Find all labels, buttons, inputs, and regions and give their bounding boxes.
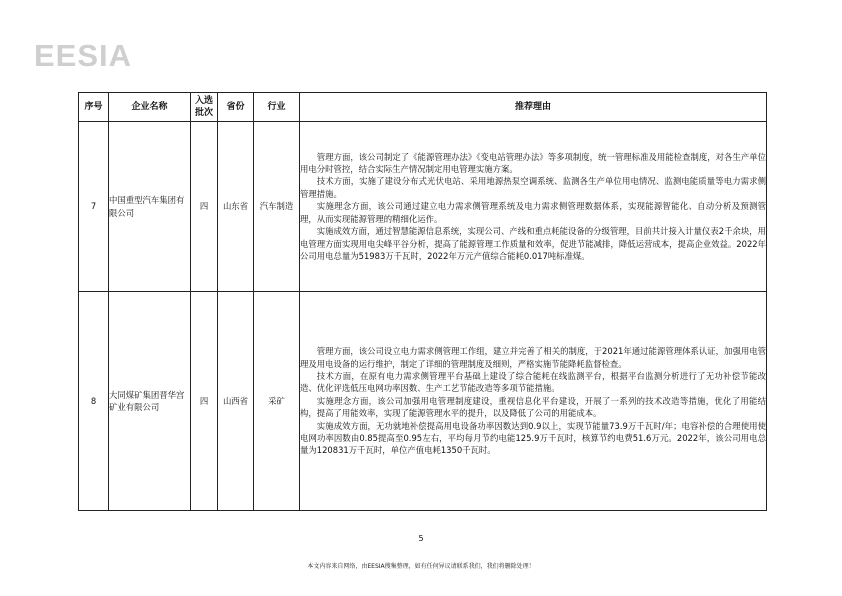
cell-industry: 采矿 (254, 292, 300, 511)
cell-province: 山西省 (218, 292, 254, 511)
reason-technology: 技术方面，在原有电力需求侧管理平台基础上建设了综合能耗在线监测平台，根据平台监测分析进行了无功补偿节能改造、优化评选低压电网功率因数、生产工艺节能改造等多项节能措施。 (300, 370, 766, 394)
cell-no: 7 (79, 122, 109, 292)
table-header-row (79, 93, 767, 122)
cell-reason (300, 122, 767, 292)
header-province: 省份 (218, 93, 254, 122)
cell-reason (300, 292, 767, 511)
cell-company: 中国重型汽车集团有限公司 (109, 122, 191, 292)
reason-management: 管理方面，该公司制定了《能源管理办法》《变电站管理办法》等多项制度，统一管理标准及用能检查制度，对各生产单位用电分时管控，结合实际生产情况制定用电管理实施方案。 (300, 151, 766, 175)
header-industry: 行业 (254, 93, 300, 122)
cell-batch: 四 (191, 122, 218, 292)
reason-results: 实施成效方面，无功就地补偿提高用电设备功率因数达到0.9以上，实现节能量73.9万千瓦时/年；电容补偿的合理使用使电网功率因数由0.85提高至0.95左右，平均每月节约电能125.9万千瓦时，核算节约电费51.6万元。2022年，该公司用电总量为120831万千瓦时，单位产值电耗1350千瓦时。 (300, 420, 766, 456)
reason-results: 实施成效方面，通过智慧能源信息系统，实现公司、产线和重点耗能设备的分级管理，目前共计接入计量仪表2千余块，用电管理方面实现用电尖峰平谷分析，提高了能源管理工作质量和效率，促进节能减排，降低运营成本，提高企业效益。2022年公司用电总量为51983万千瓦时，2022年万元产值综合能耗0.017吨标准煤。 (300, 226, 766, 261)
cell-batch: 四 (191, 292, 218, 511)
table-row (79, 292, 767, 511)
cell-industry: 汽车制造 (254, 122, 300, 292)
header-batch: 入选批次 (191, 93, 218, 122)
header-company: 企业名称 (109, 93, 191, 122)
table-row (79, 122, 767, 292)
reason-technology: 技术方面，实施了建设分布式光伏电站、采用地源热泵空调系统、监测各生产单位用电情况、监测电能质量等电力需求侧管理措施。 (300, 176, 766, 199)
reason-concept: 实施理念方面，该公司加强用电管理制度建设，重视信息化平台建设，开展了一系列的技术改造等措施，优化了用能结构，提高了用能效率，实现了能源管理水平的提升，以及降低了公司的用能成本。 (300, 395, 766, 419)
cell-no: 8 (79, 292, 109, 511)
reason-concept: 实施理念方面，该公司通过建立电力需求侧管理系统及电力需求侧管理数据体系，实现能源智能化、自动分析及预测管理，从而实现能源管理的精细化运作。 (300, 201, 766, 224)
page-number: 5 (418, 534, 424, 543)
cell-company: 大同煤矿集团晋华宫矿业有限公司 (109, 292, 191, 511)
header-reason: 推荐理由 (300, 93, 767, 122)
eesia-logo: EESIA (34, 38, 133, 73)
reason-management: 管理方面，该公司设立电力需求侧管理工作组，建立并完善了相关的制度，于2021年通过能源管理体系认证，加强用电管理及用电设备的运行维护，制定了详细的管理制度及细则，严格实施节能降耗监督检查。 (300, 346, 766, 369)
header-no: 序号 (79, 93, 109, 122)
recommendation-table (78, 92, 767, 511)
cell-province: 山东省 (218, 122, 254, 292)
footer-disclaimer: 本文内容来自网络，由EESIA搜集整理，如有任何异议请联系我们，我们将删除处理！ (307, 563, 535, 570)
